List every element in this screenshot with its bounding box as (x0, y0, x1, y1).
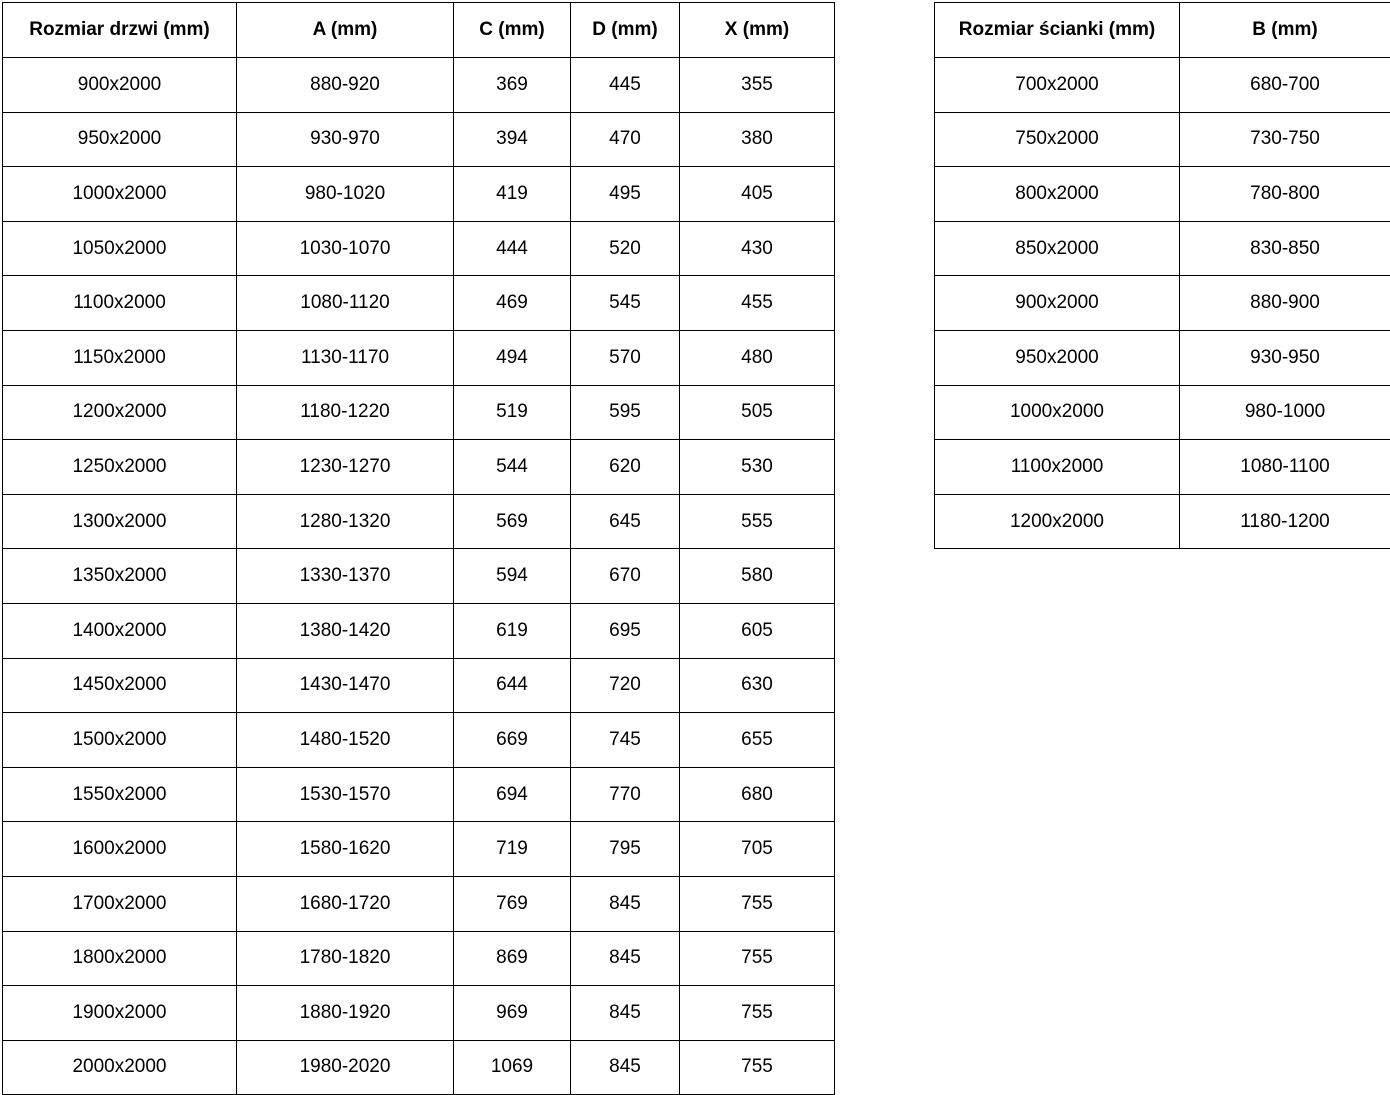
cell-d: 770 (571, 767, 680, 822)
cell-door-size: 1100x2000 (3, 276, 237, 331)
cell-a: 1030-1070 (237, 221, 454, 276)
cell-x: 680 (680, 767, 835, 822)
cell-a: 980-1020 (237, 167, 454, 222)
column-header-c: C (mm) (454, 3, 571, 58)
cell-wall-size: 700x2000 (935, 58, 1180, 113)
cell-c: 369 (454, 58, 571, 113)
cell-c: 569 (454, 494, 571, 549)
cell-d: 520 (571, 221, 680, 276)
cell-c: 419 (454, 167, 571, 222)
cell-c: 969 (454, 986, 571, 1041)
table-row (3, 986, 835, 1041)
column-header-b: B (mm) (1180, 3, 1390, 58)
cell-d: 495 (571, 167, 680, 222)
cell-a: 1130-1170 (237, 330, 454, 385)
cell-c: 619 (454, 603, 571, 658)
cell-b: 780-800 (1180, 167, 1390, 222)
cell-d: 795 (571, 822, 680, 877)
wall-table-header (935, 3, 1390, 58)
cell-c: 669 (454, 713, 571, 768)
cell-d: 695 (571, 603, 680, 658)
cell-a: 880-920 (237, 58, 454, 113)
column-header-door-size: Rozmiar drzwi (mm) (3, 3, 237, 58)
cell-x: 380 (680, 112, 835, 167)
cell-c: 494 (454, 330, 571, 385)
cell-a: 1230-1270 (237, 440, 454, 495)
cell-c: 1069 (454, 1040, 571, 1095)
cell-x: 705 (680, 822, 835, 877)
cell-c: 394 (454, 112, 571, 167)
table-row (935, 494, 1390, 549)
cell-a: 1530-1570 (237, 767, 454, 822)
table-row (3, 276, 835, 331)
cell-door-size: 1900x2000 (3, 986, 237, 1041)
cell-d: 670 (571, 549, 680, 604)
cell-c: 769 (454, 876, 571, 931)
cell-wall-size: 950x2000 (935, 330, 1180, 385)
doors-dimension-table (2, 2, 835, 1095)
cell-a: 1380-1420 (237, 603, 454, 658)
cell-a: 1430-1470 (237, 658, 454, 713)
table-row (3, 1040, 835, 1095)
table-header-row (3, 3, 835, 58)
cell-wall-size: 750x2000 (935, 112, 1180, 167)
table-row (3, 822, 835, 877)
cell-b: 1080-1100 (1180, 440, 1390, 495)
cell-x: 555 (680, 494, 835, 549)
cell-x: 455 (680, 276, 835, 331)
cell-c: 519 (454, 385, 571, 440)
cell-x: 755 (680, 986, 835, 1041)
table-row (3, 494, 835, 549)
table-row (3, 221, 835, 276)
cell-x: 605 (680, 603, 835, 658)
cell-door-size: 1500x2000 (3, 713, 237, 768)
cell-door-size: 2000x2000 (3, 1040, 237, 1095)
cell-door-size: 950x2000 (3, 112, 237, 167)
cell-c: 469 (454, 276, 571, 331)
cell-c: 719 (454, 822, 571, 877)
cell-x: 480 (680, 330, 835, 385)
cell-door-size: 1550x2000 (3, 767, 237, 822)
cell-x: 655 (680, 713, 835, 768)
cell-door-size: 1450x2000 (3, 658, 237, 713)
cell-d: 745 (571, 713, 680, 768)
cell-d: 645 (571, 494, 680, 549)
table-row (935, 276, 1390, 331)
cell-door-size: 1800x2000 (3, 931, 237, 986)
cell-a: 1580-1620 (237, 822, 454, 877)
cell-d: 595 (571, 385, 680, 440)
table-row (3, 603, 835, 658)
cell-door-size: 1000x2000 (3, 167, 237, 222)
table-row (3, 549, 835, 604)
cell-d: 845 (571, 1040, 680, 1095)
table-row (3, 330, 835, 385)
cell-d: 845 (571, 986, 680, 1041)
table-row (3, 167, 835, 222)
cell-x: 755 (680, 876, 835, 931)
cell-a: 1980-2020 (237, 1040, 454, 1095)
wall-dimension-table (934, 2, 1390, 549)
table-row (935, 330, 1390, 385)
cell-x: 755 (680, 1040, 835, 1095)
table-row (3, 876, 835, 931)
table-row (935, 221, 1390, 276)
cell-c: 694 (454, 767, 571, 822)
cell-d: 845 (571, 876, 680, 931)
cell-d: 720 (571, 658, 680, 713)
cell-x: 430 (680, 221, 835, 276)
cell-door-size: 900x2000 (3, 58, 237, 113)
cell-wall-size: 1200x2000 (935, 494, 1180, 549)
cell-a: 1680-1720 (237, 876, 454, 931)
cell-wall-size: 900x2000 (935, 276, 1180, 331)
cell-a: 1780-1820 (237, 931, 454, 986)
cell-door-size: 1600x2000 (3, 822, 237, 877)
cell-b: 1180-1200 (1180, 494, 1390, 549)
table-row (3, 658, 835, 713)
cell-a: 1280-1320 (237, 494, 454, 549)
table-row (3, 440, 835, 495)
cell-b: 930-950 (1180, 330, 1390, 385)
cell-wall-size: 1100x2000 (935, 440, 1180, 495)
cell-door-size: 1300x2000 (3, 494, 237, 549)
cell-c: 869 (454, 931, 571, 986)
column-header-x: X (mm) (680, 3, 835, 58)
cell-x: 755 (680, 931, 835, 986)
cell-c: 544 (454, 440, 571, 495)
cell-x: 355 (680, 58, 835, 113)
cell-wall-size: 850x2000 (935, 221, 1180, 276)
table-row (935, 167, 1390, 222)
cell-b: 980-1000 (1180, 385, 1390, 440)
cell-door-size: 1400x2000 (3, 603, 237, 658)
cell-c: 644 (454, 658, 571, 713)
cell-d: 845 (571, 931, 680, 986)
cell-c: 594 (454, 549, 571, 604)
cell-a: 1080-1120 (237, 276, 454, 331)
table-row (935, 385, 1390, 440)
cell-b: 680-700 (1180, 58, 1390, 113)
table-row (935, 112, 1390, 167)
cell-door-size: 1200x2000 (3, 385, 237, 440)
table-row (935, 440, 1390, 495)
cell-door-size: 1350x2000 (3, 549, 237, 604)
cell-d: 545 (571, 276, 680, 331)
cell-door-size: 1700x2000 (3, 876, 237, 931)
cell-wall-size: 1000x2000 (935, 385, 1180, 440)
cell-a: 1180-1220 (237, 385, 454, 440)
cell-x: 405 (680, 167, 835, 222)
cell-x: 530 (680, 440, 835, 495)
cell-x: 580 (680, 549, 835, 604)
table-row (3, 385, 835, 440)
column-header-wall-size: Rozmiar ścianki (mm) (935, 3, 1180, 58)
cell-door-size: 1050x2000 (3, 221, 237, 276)
cell-a: 930-970 (237, 112, 454, 167)
cell-b: 880-900 (1180, 276, 1390, 331)
cell-a: 1880-1920 (237, 986, 454, 1041)
cell-b: 830-850 (1180, 221, 1390, 276)
wall-table-body (935, 58, 1390, 549)
column-header-d: D (mm) (571, 3, 680, 58)
cell-b: 730-750 (1180, 112, 1390, 167)
table-row (3, 112, 835, 167)
table-row (3, 58, 835, 113)
column-header-a: A (mm) (237, 3, 454, 58)
cell-d: 470 (571, 112, 680, 167)
cell-d: 570 (571, 330, 680, 385)
table-row (3, 767, 835, 822)
cell-d: 620 (571, 440, 680, 495)
cell-d: 445 (571, 58, 680, 113)
doors-table-header (3, 3, 835, 58)
cell-c: 444 (454, 221, 571, 276)
cell-a: 1330-1370 (237, 549, 454, 604)
table-header-row (935, 3, 1390, 58)
cell-door-size: 1150x2000 (3, 330, 237, 385)
table-row (3, 931, 835, 986)
cell-a: 1480-1520 (237, 713, 454, 768)
cell-door-size: 1250x2000 (3, 440, 237, 495)
cell-x: 505 (680, 385, 835, 440)
table-row (935, 58, 1390, 113)
table-row (3, 713, 835, 768)
doors-table-body (3, 58, 835, 1095)
cell-x: 630 (680, 658, 835, 713)
cell-wall-size: 800x2000 (935, 167, 1180, 222)
